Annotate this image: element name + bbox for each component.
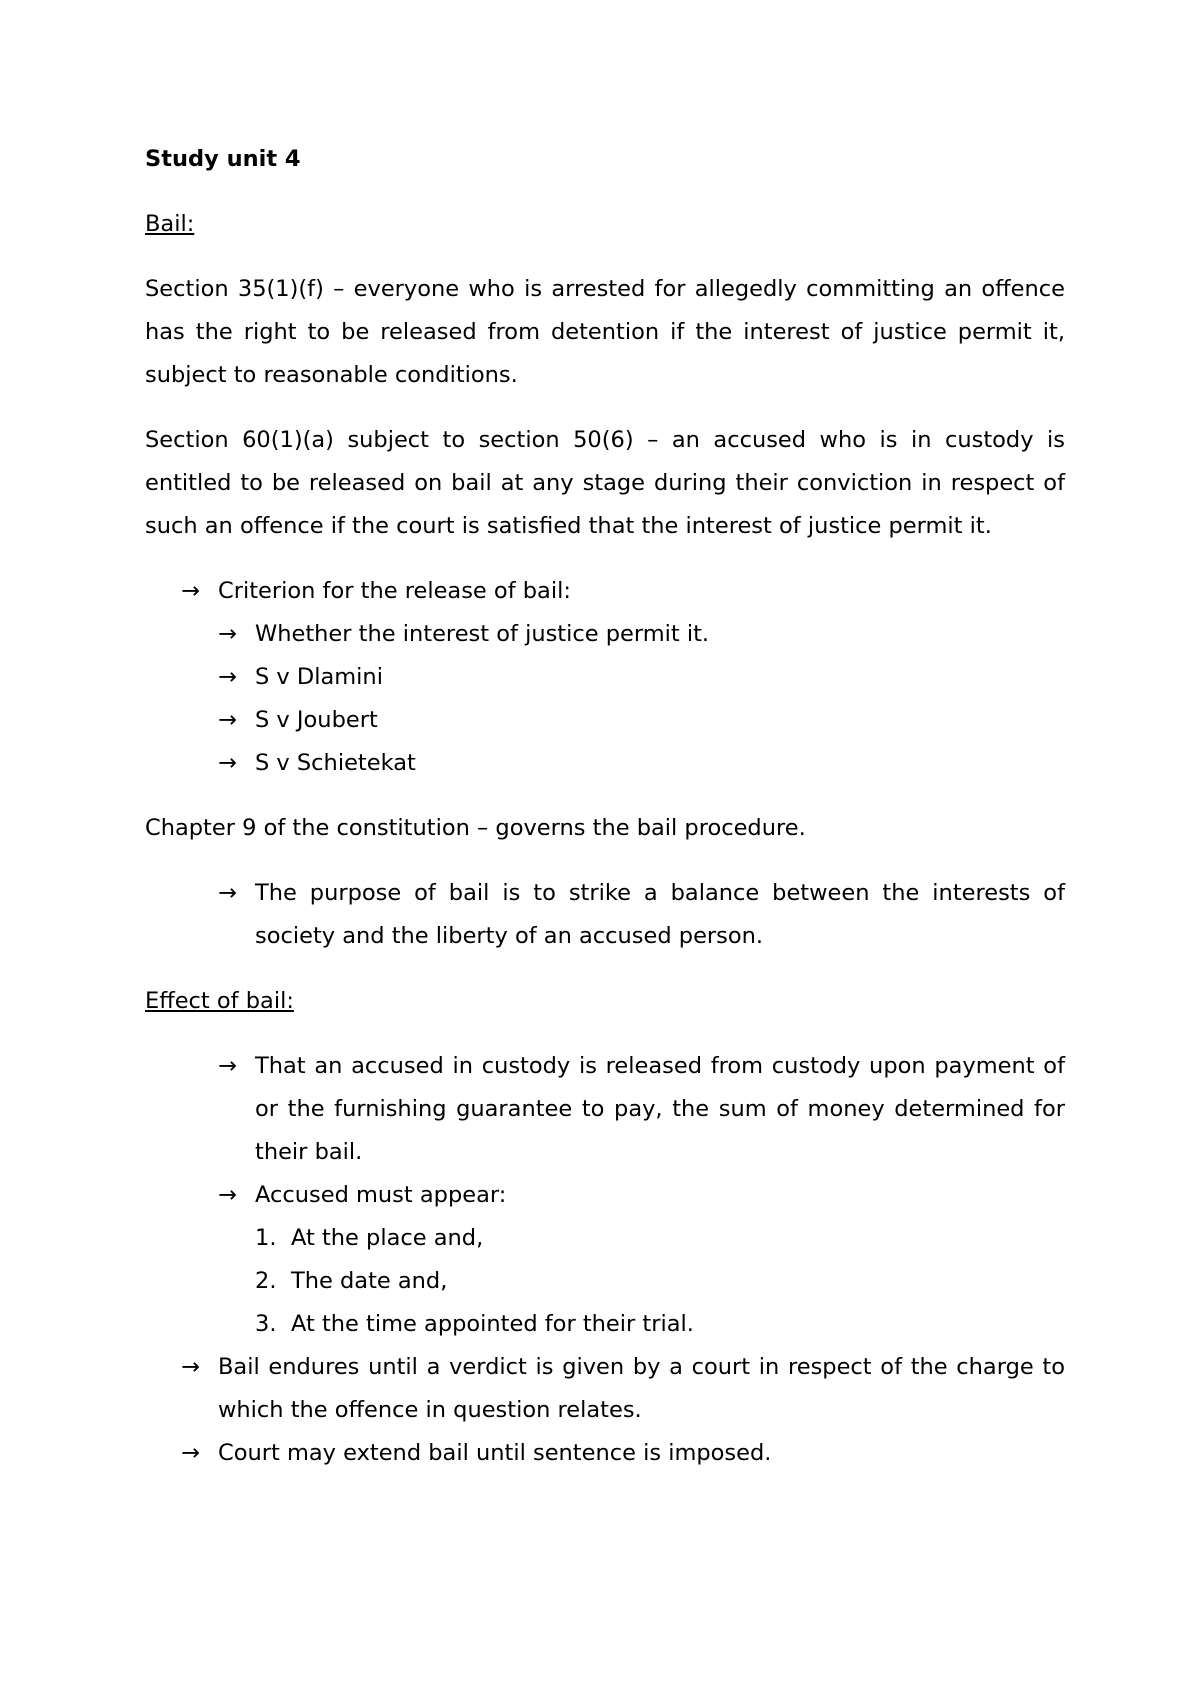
appear-item-text: At the time appointed for their trial. (291, 1311, 694, 1337)
criterion-label: Criterion for the release of bail: (218, 578, 571, 604)
chapter-9-paragraph: Chapter 9 of the constitution – governs the bail procedure. (145, 815, 806, 841)
number-marker: 2. (255, 1268, 277, 1294)
list-item (145, 699, 1065, 742)
arrow-icon: → (181, 1354, 200, 1380)
appear-item-text: At the place and, (291, 1225, 484, 1251)
list-item (145, 1174, 1065, 1217)
arrow-icon: → (181, 578, 200, 604)
criterion-item: S v Schietekat (255, 750, 416, 776)
number-marker: 1. (255, 1225, 277, 1251)
arrow-icon: → (218, 664, 237, 690)
purpose-text: The purpose of bail is to strike a balance between the interests of society and the liberty of an accused person. (255, 880, 1065, 949)
list-item (145, 613, 1065, 656)
bail-heading: Bail: (145, 211, 195, 237)
list-item (145, 656, 1065, 699)
list-item (145, 742, 1065, 785)
section-60-paragraph: Section 60(1)(a) subject to section 50(6) – an accused who is in custody is entitled to be released on bail at any stage during their conviction in respect of such an offence if the court is satisfied that the interest of justice permit it. (145, 427, 1065, 539)
arrow-icon: → (218, 1053, 237, 1079)
criterion-item: S v Joubert (255, 707, 378, 733)
effect-heading: Effect of bail: (145, 988, 294, 1014)
numbered-item (145, 1303, 1065, 1346)
arrow-icon: → (181, 1440, 200, 1466)
numbered-item (145, 1217, 1065, 1260)
endures-text: Bail endures until a verdict is given by a court in respect of the charge to which the offence in question relates. (218, 1354, 1065, 1423)
arrow-icon: → (218, 707, 237, 733)
appear-item-text: The date and, (291, 1268, 448, 1294)
criterion-list (145, 570, 1065, 785)
arrow-icon: → (218, 750, 237, 776)
number-marker: 3. (255, 1311, 277, 1337)
document-page (145, 138, 1065, 1475)
criterion-item: S v Dlamini (255, 664, 383, 690)
purpose-list (145, 872, 1065, 958)
list-item (145, 872, 1065, 958)
arrow-icon: → (218, 880, 237, 906)
list-item (145, 1346, 1065, 1432)
page-title: Study unit 4 (145, 146, 301, 172)
section-35-paragraph: Section 35(1)(f) – everyone who is arrested for allegedly committing an offence has the right to be released from detention if the interest of justice permit it, subject to reasonable conditions. (145, 276, 1065, 388)
appear-label: Accused must appear: (255, 1182, 507, 1208)
effect-release-text: That an accused in custody is released from custody upon payment of or the furnishing guarantee to pay, the sum of money determined for their bail. (255, 1053, 1065, 1165)
list-item (145, 1432, 1065, 1475)
list-item (145, 1045, 1065, 1174)
criterion-item: Whether the interest of justice permit it. (255, 621, 710, 647)
numbered-item (145, 1260, 1065, 1303)
list-item (145, 570, 1065, 613)
arrow-icon: → (218, 1182, 237, 1208)
extend-text: Court may extend bail until sentence is imposed. (218, 1440, 772, 1466)
arrow-icon: → (218, 621, 237, 647)
effect-list (145, 1045, 1065, 1475)
